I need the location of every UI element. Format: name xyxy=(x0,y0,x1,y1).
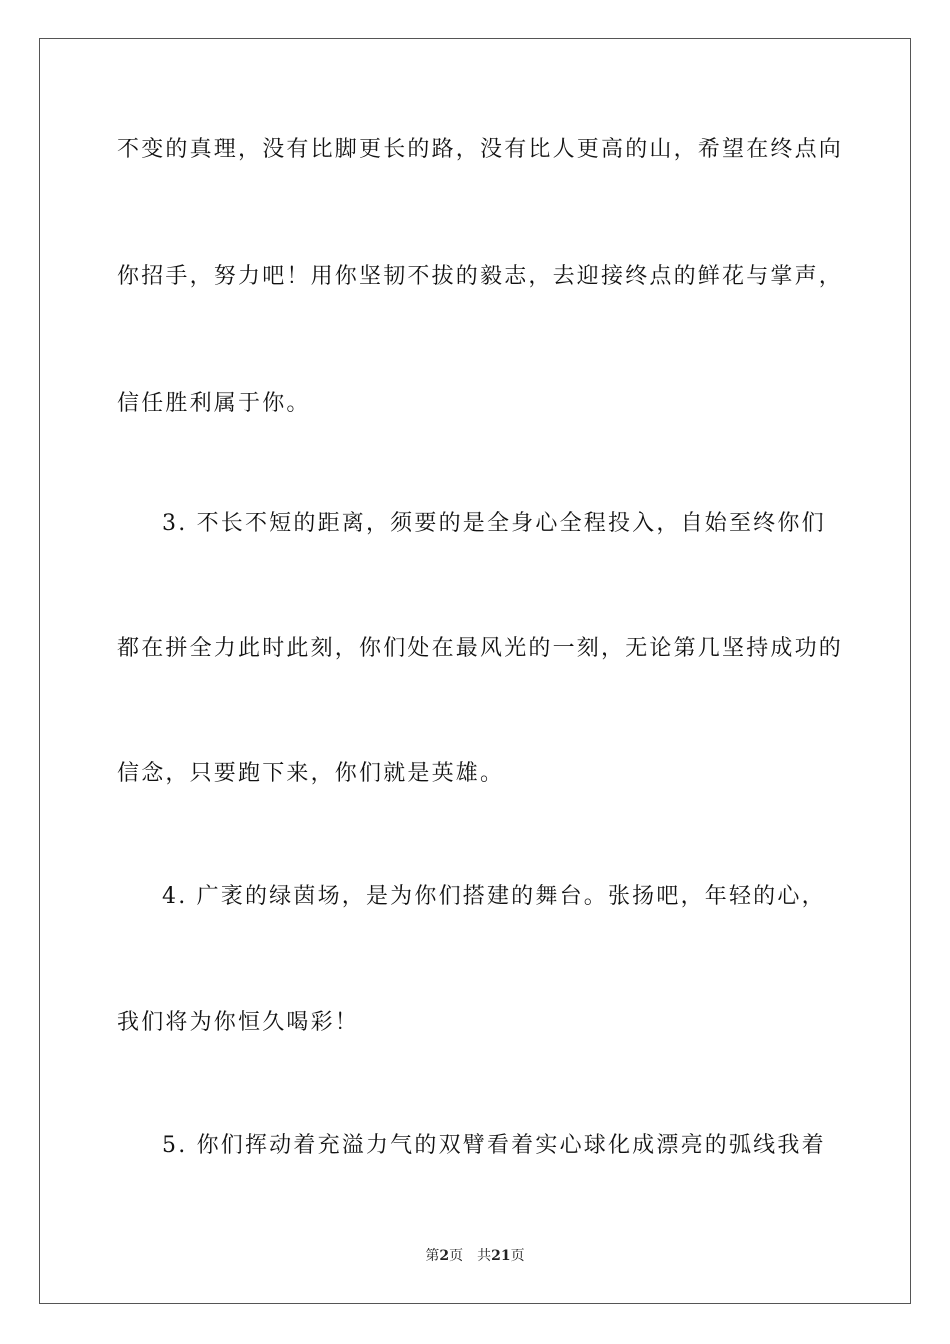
body-line-2: 你招手，努力吧！用你坚韧不拔的毅志，去迎接终点的鲜花与掌声， xyxy=(117,264,844,289)
body-line-1: 不变的真理，没有比脚更长的路，没有比人更高的山，希望在终点向 xyxy=(117,137,844,162)
footer-total-number: 21 xyxy=(491,1248,511,1264)
footer-page-number: 2 xyxy=(439,1248,450,1264)
page-frame xyxy=(39,38,911,1304)
body-line-7: 4. 广袤的绿茵场，是为你们搭建的舞台。张扬吧，年轻的心， xyxy=(162,884,826,909)
body-line-4: 3. 不长不短的距离，须要的是全身心全程投入，自始至终你们 xyxy=(162,511,826,536)
body-line-3: 信任胜利属于你。 xyxy=(117,391,311,416)
footer-page-prefix: 第 xyxy=(425,1248,440,1264)
body-line-8: 我们将为你恒久喝彩！ xyxy=(117,1010,360,1035)
page-footer xyxy=(0,1246,950,1266)
body-line-5: 都在拼全力此时此刻，你们处在最风光的一刻，无论第几坚持成功的 xyxy=(117,636,844,661)
body-line-9: 5. 你们挥动着充溢力气的双臂看着实心球化成漂亮的弧线我着 xyxy=(162,1133,826,1158)
footer-total-suffix: 页 xyxy=(510,1248,525,1264)
body-line-6: 信念，只要跑下来，你们就是英雄。 xyxy=(117,761,505,786)
footer-total-prefix: 共 xyxy=(477,1248,492,1264)
footer-page-suffix: 页 xyxy=(449,1248,464,1264)
